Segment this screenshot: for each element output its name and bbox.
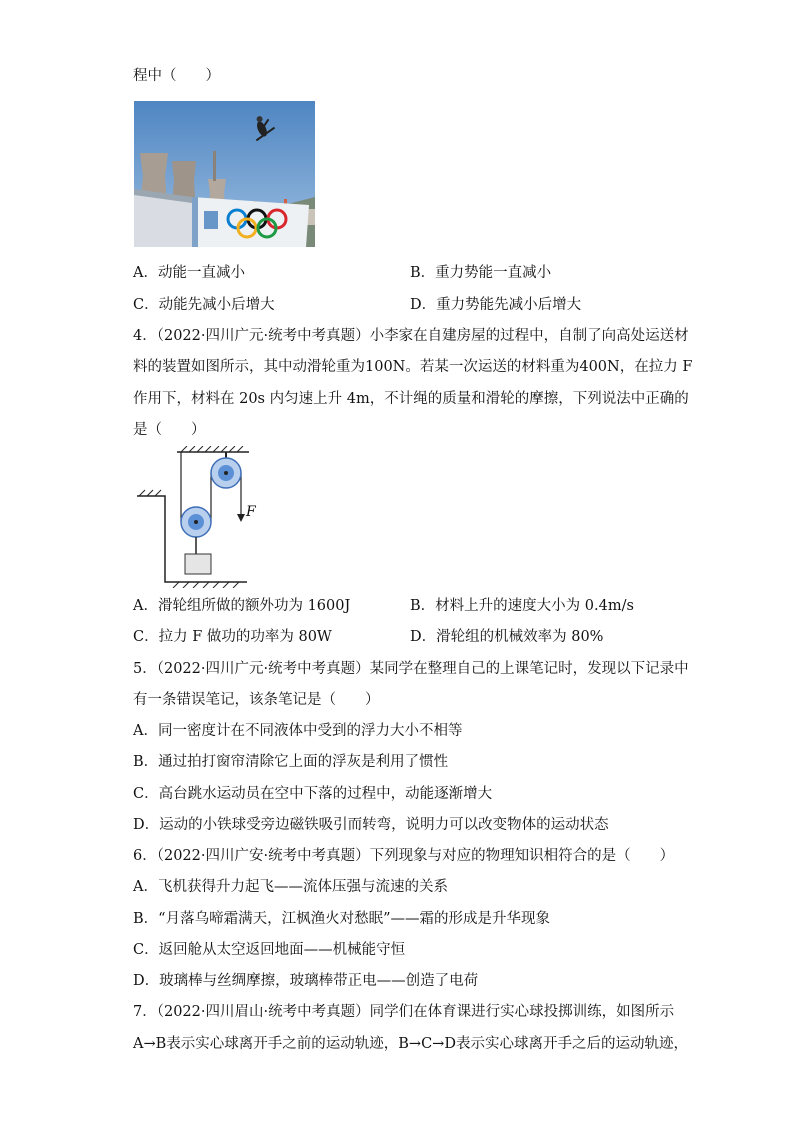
- q5-stem-line1: 5．（2022·四川广元·统考中考真题）某同学在整理自己的上课笔记时，发现以下记录中: [133, 661, 689, 677]
- q7-stem-line1: 7．（2022·四川眉山·统考中考真题）同学们在体育课进行实心球投掷训练，如图所示: [133, 1004, 675, 1020]
- q4-option-a: A．滑轮组所做的额外功为 1600J: [133, 598, 351, 614]
- q4-stem-line3: 作用下，材料在 20s 内匀速上升 4m，不计绳的质量和滑轮的摩擦，下列说法中正确的: [133, 391, 689, 407]
- pulley-diagram: [133, 446, 263, 588]
- q4-stem-line1: 4．（2022·四川广元·统考中考真题）小李家在自建房屋的过程中，自制了向高处运送材: [133, 328, 689, 344]
- q5-option-c: C．高台跳水运动员在空中下落的过程中，动能逐渐增大: [133, 786, 493, 802]
- q4-stem-line2: 料的装置如图所示，其中动滑轮重为100N。若某一次运送的材料重为400N，在拉力 F: [133, 359, 693, 375]
- pulley-diagram-svg: [133, 446, 263, 588]
- q6-option-a: A．飞机获得升力起飞——流体压强与流速的关系: [133, 879, 448, 895]
- q4-option-d: D．滑轮组的机械效率为 80%: [410, 629, 604, 645]
- q5-option-a: A．同一密度计在不同液体中受到的浮力大小不相等: [133, 723, 463, 739]
- q6-option-c: C．返回舱从太空返回地面——机械能守恒: [133, 942, 406, 958]
- q3-option-a: A．动能一直减小: [133, 265, 245, 281]
- q5-option-b: B．通过拍打窗帘清除它上面的浮灰是利用了惯性: [133, 754, 449, 770]
- q3-stem-tail: 程中（ ）: [133, 68, 220, 84]
- q5-option-d: D．运动的小铁球受旁边磁铁吸引而转弯，说明力可以改变物体的运动状态: [133, 817, 609, 833]
- q5-stem-line2: 有一条错误笔记，该条笔记是（ ）: [133, 692, 380, 708]
- force-label: F: [246, 504, 256, 520]
- q6-stem: 6．（2022·四川广安·统考中考真题）下列现象与对应的物理知识相符合的是（ ）: [133, 848, 675, 864]
- q3-option-b: B．重力势能一直减小: [410, 265, 552, 281]
- q6-option-d: D．玻璃棒与丝绸摩擦，玻璃棒带正电——创造了电荷: [133, 973, 479, 989]
- q3-option-d: D．重力势能先减小后增大: [410, 297, 582, 313]
- q4-stem-line4: 是（ ）: [133, 422, 206, 438]
- q6-option-b: B．“月落乌啼霜满天，江枫渔火对愁眠”——霜的形成是升华现象: [133, 911, 550, 927]
- q3-option-c: C．动能先减小后增大: [133, 297, 275, 313]
- q7-stem-line2: A→B表示实心球离开手之前的运动轨迹，B→C→D表示实心球离开手之后的运动轨迹，: [133, 1036, 688, 1052]
- q4-option-b: B．材料上升的速度大小为 0.4m/s: [410, 598, 634, 614]
- q4-option-c: C．拉力 F 做功的功率为 80W: [133, 629, 332, 645]
- ski-jump-photo-illustration: [134, 101, 315, 247]
- ski-jump-photo: [134, 101, 315, 247]
